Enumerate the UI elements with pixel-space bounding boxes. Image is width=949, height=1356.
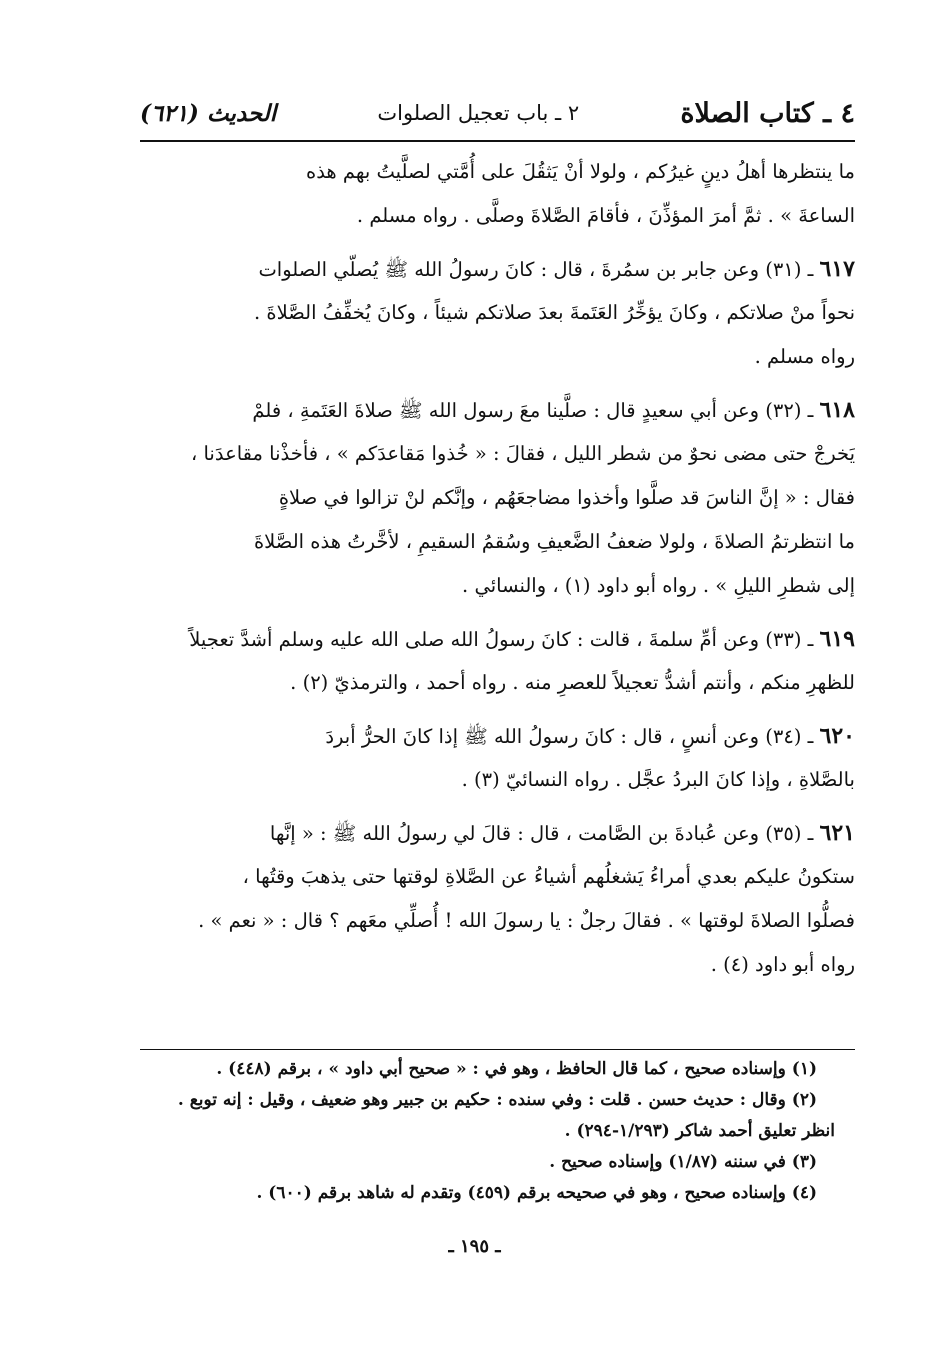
text-line: فصلُّوا الصلاةَ لوقتها » . فقالَ رجلٌ : يا رسولَ الله ! أُصلِّي معَهم ؟ قال : « نعم » . bbox=[198, 909, 855, 933]
book-title: ٤ ـ كتاب الصلاة bbox=[680, 97, 855, 129]
hadith-621-first-line bbox=[140, 811, 855, 855]
hadith-number bbox=[258, 258, 855, 280]
text-line: ما انتظرتمُ الصلاةَ ، ولولا ضعفُ الضَّعيفِ وسُقمُ السقيمِ ، لأخَّرتُ هذه الصَّلاةَ bbox=[253, 530, 855, 554]
paragraph-gap bbox=[140, 238, 855, 247]
text-line: ما ينتظرها أهلُ دينٍ غيرُكم ، ولولا أنْ يَثقُلَ على أُمَّتي لصلَّيتُ بهم هذه bbox=[305, 160, 855, 184]
hadith-619-first-line bbox=[140, 617, 855, 661]
text-line: فقال : « إنَّ الناسَ قد صلَّوا وأخذوا مضاجعَهُم ، وإنَّكم لنْ تزالوا في صلاةٍ bbox=[278, 486, 855, 510]
text-span: ـ (٣٤) وعن أنسٍ ، قال : كانَ رسولُ الله ﷺ إذا كانَ الحرُّ أبردَ bbox=[325, 725, 814, 748]
footnote-2-continued: انظر تعليق أحمد شاكر (١/٢٩٣-٢٩٤) . bbox=[564, 1121, 835, 1141]
running-header bbox=[140, 88, 855, 138]
chapter-title: ٢ ـ باب تعجيل الصلوات bbox=[377, 101, 580, 125]
hadith-number-620: ٦٢٠ bbox=[819, 723, 855, 749]
hadith-number-619: ٦١٩ bbox=[819, 626, 855, 652]
hadith-number bbox=[270, 822, 855, 844]
text-line: رواه مسلم . bbox=[754, 345, 855, 369]
hadith-number-618: ٦١٨ bbox=[819, 397, 855, 423]
text-line: نحواً منْ صلاتكم ، وكانَ يؤخِّرُ العَتَمةَ بعدَ صلاتكم شيئاً ، وكانَ يُخفِّفُ الصَّلاةَ . bbox=[253, 301, 855, 325]
paragraph-gap bbox=[140, 802, 855, 811]
header-divider bbox=[140, 140, 855, 142]
paragraph-gap bbox=[140, 705, 855, 714]
hadith-number bbox=[189, 628, 855, 650]
footnote-divider bbox=[140, 1049, 855, 1050]
footnote-2: (٢) وقال : حديث حسن . قلت : وفي سنده : حكيم بن جبير وهو ضعيف ، وقيل : إنه توبع . bbox=[177, 1090, 817, 1110]
paragraph-gap bbox=[140, 608, 855, 617]
footnote-1: (١) وإسناده صحيح ، كما قال الحافظ ، وهو في : « صحيح أبي داود » ، برقم (٤٤٨) . bbox=[216, 1059, 817, 1079]
text-span: ـ (٣٣) وعن أمِّ سلمةَ ، قالت : كانَ رسولُ الله صلى الله عليه وسلم أشدَّ تعجيلاً bbox=[189, 628, 814, 651]
text-line: بالصَّلاةِ ، وإذا كانَ البردُ عجَّل . رواه النسائيّ (٣) . bbox=[461, 768, 855, 792]
text-line: إلى شطرِ الليلِ » . رواه أبو داود (١) ، والنسائي . bbox=[462, 574, 855, 598]
text-span: ـ (٣١) وعن جابر بن سمُرةَ ، قال : كانَ رسولُ الله ﷺ يُصلّي الصلوات bbox=[258, 258, 814, 281]
text-span: ـ (٣٥) وعن عُبادةَ بن الصَّامت ، قال : قالَ لي رسولُ الله ﷺ : « إنَّها bbox=[269, 822, 814, 845]
hadith-range: الحديث (٦٢١) bbox=[140, 99, 277, 127]
hadith-number-621: ٦٢١ bbox=[819, 820, 855, 846]
text-line: يَخرجْ حتى مضى نحوٌ من شطر الليل ، فقالَ : « خُذوا مَقاعدَكم » ، فأخذْنا مقاعدَنا ، bbox=[191, 442, 855, 466]
text-line: رواه أبو داود (٤) . bbox=[710, 953, 855, 977]
text-line: ستكونُ عليكم بعدي أمراءُ يَشغلُهم أشياءُ عن الصَّلاةِ لوقتها حتى يذهبَ وقتُها ، bbox=[242, 865, 855, 889]
hadith-620-first-line bbox=[140, 714, 855, 758]
hadith-number-617: ٦١٧ bbox=[819, 256, 855, 282]
hadith-617-first-line bbox=[140, 247, 855, 291]
page-number: ـ ١٩٥ ـ bbox=[448, 1236, 501, 1257]
footnote-3: (٣) في سننه (١/٨٧) وإسناده صحيح . bbox=[549, 1152, 817, 1172]
hadith-618-first-line bbox=[140, 388, 855, 432]
text-span: ـ (٣٢) وعن أبي سعيدٍ قال : صلَّينا معَ رسول الله ﷺ صلاةَ العَتَمةِ ، فلمْ bbox=[252, 399, 814, 422]
text-line: للظهرِ منكم ، وأنتم أشدُّ تعجيلاً للعصرِ منه . رواه أحمد ، والترمذيّ (٢) . bbox=[290, 671, 855, 695]
hadith-number bbox=[252, 399, 855, 421]
hadith-number bbox=[325, 725, 855, 747]
text-line: الساعةَ » . ثمَّ أمرَ المؤذِّنَ ، فأقامَ الصَّلاةَ وصلَّى . رواه مسلم . bbox=[356, 204, 855, 228]
main-text bbox=[140, 150, 855, 987]
footnotes bbox=[140, 1054, 835, 1209]
paragraph-gap bbox=[140, 379, 855, 388]
footnote-4: (٤) وإسناده صحيح ، وهو في صحيحه برقم (٤٥٩) وتقدم له شاهد برقم (٦٠٠) . bbox=[256, 1183, 817, 1203]
